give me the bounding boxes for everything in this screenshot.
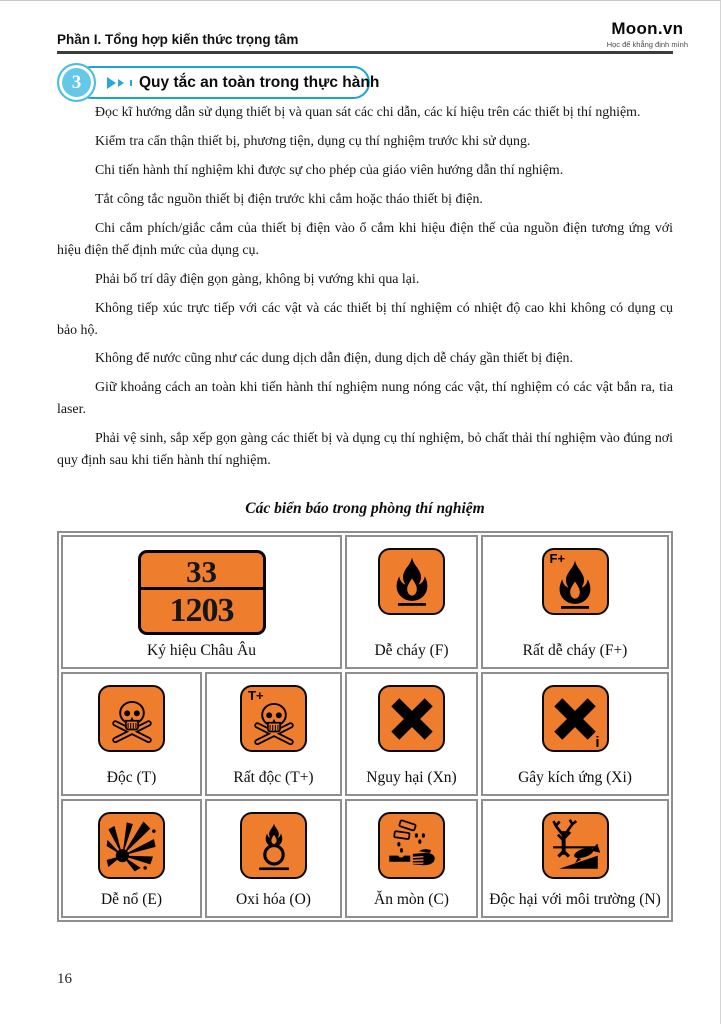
rule-paragraph: Không để nước cũng như các dung dịch dẫn điện, dung dịch dễ cháy gần thiết bị điện.: [95, 351, 573, 367]
sign-caption: Độc hại với môi trường (N): [489, 891, 661, 908]
rule-paragraph: Tắt công tắc nguồn thiết bị điện trước khi cắm hoặc tháo thiết bị điện.: [95, 191, 483, 207]
rule-paragraph: Giữ khoảng cách an toàn khi tiến hành thí nghiệm nung nóng các vật, thí nghiệm có các vật bắn ra, tia laser.: [57, 380, 673, 418]
very-toxic-sign: [240, 685, 307, 752]
rules-text: [57, 102, 673, 479]
adr-hazard-number: 33: [141, 553, 263, 590]
rule-paragraph: Không tiếp xúc trực tiếp với các vật và các thiết bị thí nghiệm có nhiệt độ cao khi không có dụng cụ bảo hộ.: [57, 300, 673, 338]
sign-caption: Dễ cháy (F): [374, 642, 449, 659]
skull-crossbones-icon: [104, 691, 160, 747]
sign-cell: [205, 672, 342, 796]
sign-cell: [61, 799, 202, 918]
sign-caption: Ký hiệu Châu Âu: [147, 642, 256, 659]
sign-caption: Ăn mòn (C): [374, 891, 449, 908]
sign-letter: T+: [248, 688, 264, 703]
sign-cell: [345, 799, 478, 918]
sign-cell: [345, 535, 478, 669]
flammable-sign: [378, 548, 445, 615]
rule-paragraph: Phải vệ sinh, sắp xếp gọn gàng các thiết bị và dụng cụ thí nghiệm, bỏ chất thải thí nghiệm vào đúng nơi quy định sau khi tiến hành thí nghiệm.: [57, 431, 673, 469]
sign-cell: [205, 799, 342, 918]
explosive-sign: [98, 812, 165, 879]
x-cross-icon: [384, 691, 440, 747]
rule-paragraph: Đọc kĩ hướng dẫn sử dụng thiết bị và quan sát các chi dẫn, các kí hiệu trên các thiết bị thí nghiệm.: [95, 105, 641, 120]
section-title-pill: [75, 66, 380, 99]
flame-icon: [384, 554, 440, 610]
page-number: 16: [57, 971, 72, 987]
sign-cell: [61, 672, 202, 796]
environment-hazard-sign: [542, 812, 609, 879]
sign-cell: [345, 672, 478, 796]
part-heading: Phần I. Tổng hợp kiến thức trọng tâm: [57, 32, 299, 47]
signs-table: [57, 531, 673, 922]
rule-paragraph: Chi tiến hành thí nghiệm khi được sự cho phép của giáo viên hướng dẫn thí nghiệm.: [95, 162, 564, 178]
signs-table-title: Các biển báo trong phòng thí nghiệm: [245, 500, 485, 517]
sign-caption: Độc (T): [106, 769, 157, 786]
sign-caption: Rất độc (T+): [233, 769, 314, 786]
section-number-badge: [57, 63, 96, 102]
brand-logo: [607, 19, 688, 49]
section-title: Quy tắc an toàn trong thực hành: [139, 73, 380, 91]
sign-caption: Dễ nổ (E): [100, 891, 163, 908]
sign-cell: [481, 799, 669, 918]
very-flammable-sign: [542, 548, 609, 615]
sign-caption: Gây kích ứng (Xi): [518, 769, 632, 786]
dead-tree-and-fish-icon: [547, 818, 603, 874]
section-number: 3: [71, 71, 82, 93]
corrosive-sign: [378, 812, 445, 879]
sign-cell: [61, 535, 342, 669]
sign-cell: [481, 672, 669, 796]
chevron-right-icon: [118, 79, 124, 87]
chevron-right-icon: [107, 77, 116, 89]
brand-name: Moon.vn: [611, 19, 684, 38]
sign-caption: Rất dễ cháy (F+): [522, 642, 628, 659]
sign-caption: Oxi hóa (O): [236, 891, 311, 908]
sign-letter: i: [595, 734, 600, 751]
rule-paragraph: Kiểm tra cẩn thận thiết bị, phương tiện, dụng cụ thí nghiệm trước khi sử dụng.: [95, 133, 531, 149]
irritant-sign: [542, 685, 609, 752]
flame-over-circle-icon: [246, 818, 302, 874]
toxic-sign: [98, 685, 165, 752]
corrosion-icon: [384, 818, 440, 874]
harmful-sign: [378, 685, 445, 752]
sign-letter: F+: [549, 551, 566, 566]
adr-un-number: 1203: [169, 592, 234, 629]
header-divider: [57, 51, 673, 54]
adr-placard: [138, 550, 266, 635]
sign-caption: Nguy hại (Xn): [366, 769, 457, 786]
rule-paragraph: Chi cắm phích/giắc cắm của thiết bị điện vào ổ cắm khi hiệu điện thế của nguồn điện tương ứng với hiệu điện thế định mức của dụng cụ.: [57, 220, 673, 258]
oxidizing-sign: [240, 812, 307, 879]
rule-paragraph: Phải bố trí dây điện gọn gàng, không bị vướng khi qua lại.: [95, 271, 420, 287]
brand-tagline: Học để khẳng định mình: [606, 40, 688, 49]
sign-cell: [481, 535, 669, 669]
square-bullet-icon: [130, 80, 132, 86]
explosion-icon: [104, 818, 160, 874]
